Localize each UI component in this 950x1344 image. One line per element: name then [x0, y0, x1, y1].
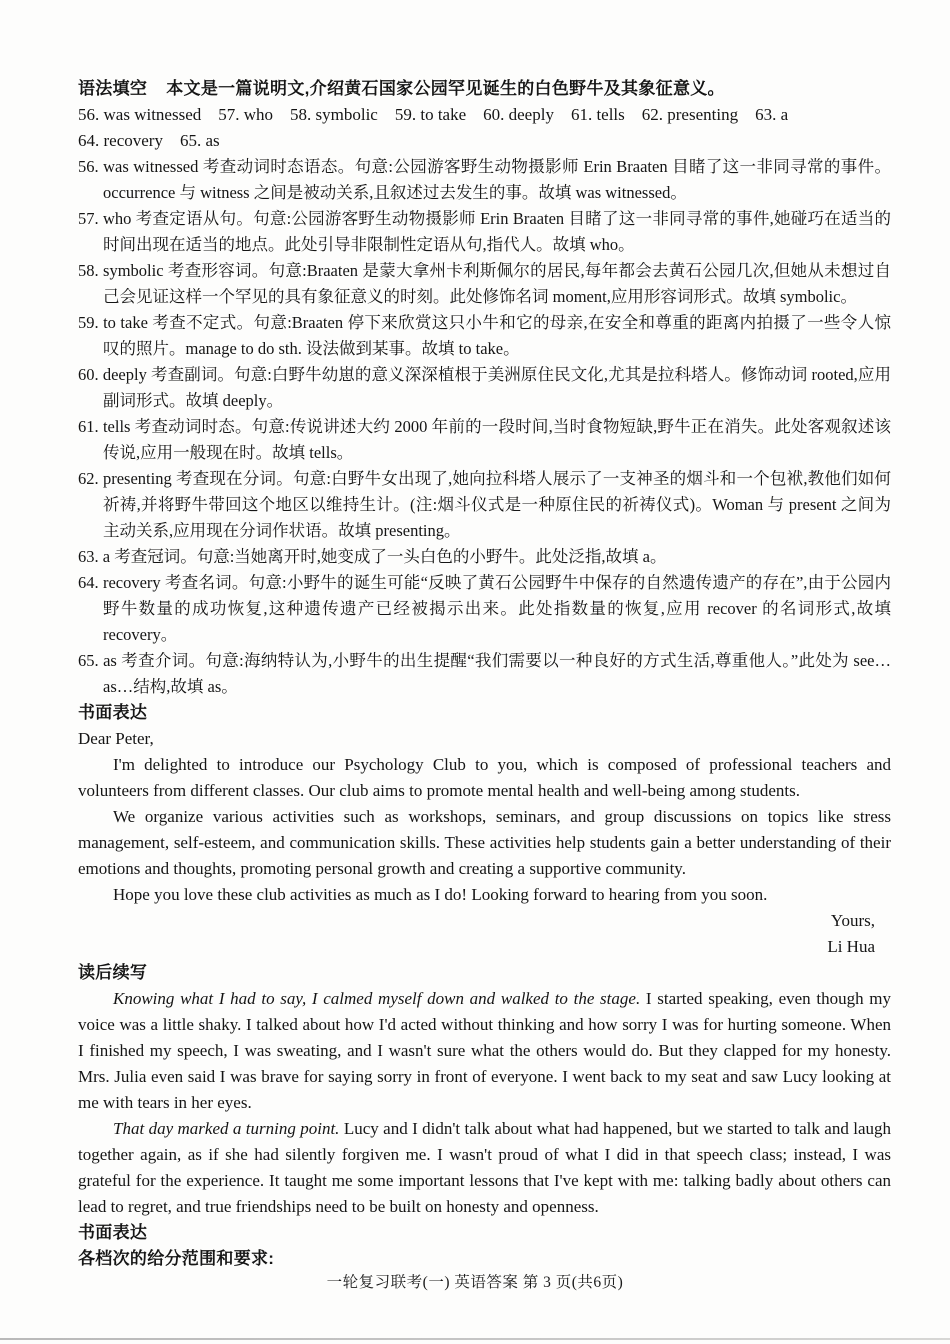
- grammar-answers-line-2: 64. recovery 65. as: [78, 131, 220, 150]
- letter-section-heading: 书面表达: [78, 703, 148, 722]
- page-content: [78, 76, 891, 1272]
- letter-paragraph-2: We organize various activities such as workshops, seminars, and group discussions on topics like stress management, self-esteem, and communication skills. These activities help students gain a better understanding of their emotions and thoughts, promoting personal growth and creating a supportive community.: [78, 807, 891, 878]
- grammar-item-58: 58. symbolic 考查形容词。句意:Braaten 是蒙大拿州卡利斯佩尔的居民,每年都会去黄石公园几次,但她从未想过自己会见证这样一个罕见的具有象征意义的时刻。此处修饰名词 moment,应用形容词形式。故填 symbolic。: [78, 261, 891, 306]
- letter-closing: Yours,: [830, 911, 875, 930]
- continuation-paragraph-2: [78, 1116, 891, 1220]
- rubric-subheading: 各档次的给分范围和要求:: [78, 1249, 275, 1268]
- grammar-heading: 语法填空: [78, 79, 148, 98]
- grammar-item-62: 62. presenting 考查现在分词。句意:白野牛女出现了,她向拉科塔人展示了一支神圣的烟斗和一个包袱,教他们如何祈祷,并将野牛带回这个地区以维持生计。(注:烟斗仪式是一种原住民的祈祷仪式)。Woman 与 present 之间为主动关系,应用现在分词作状语。故填 presenting。: [78, 469, 891, 540]
- page-footer: 一轮复习联考(一) 英语答案 第 3 页(共6页): [326, 1274, 624, 1291]
- rubric-section-heading: 书面表达: [78, 1223, 148, 1242]
- grammar-item-65: 65. as 考查介词。句意:海纳特认为,小野牛的出生提醒“我们需要以一种良好的方式生活,尊重他人。”此处为 see… as…结构,故填 as。: [78, 651, 891, 696]
- continuation-body-2: Lucy and I didn't talk about what had happened, but we started to talk and laugh together again, as if she had silently forgiven me. I wasn't proud of what I did in that speech class; instead, I was grateful for the experience. It taught me some important lessons that I've kept with me: talking badly about others can lead to regret, and true friendships need to be built on honesty and openness.: [78, 1119, 891, 1216]
- grammar-item-63: 63. a 考查冠词。句意:当她离开时,她变成了一头白色的小野牛。此处泛指,故填 a。: [78, 547, 667, 566]
- continuation-body-1: I started speaking, even though my voice was a little shaky. I talked about how I'd acted without thinking and how sorry I was for hurting someone. When I finished my speech, I was sweating, and I wasn't sure what the others would do. But they clapped for my honesty. Mrs. Julia even said I was brave for saying sorry in front of everyone. I went back to my seat and saw Lucy looking at me with tears in her eyes.: [78, 989, 891, 1112]
- grammar-answers-line-1: 56. was witnessed 57. who 58. symbolic 59. to take 60. deeply 61. tells 62. presenting 63. a: [78, 105, 789, 124]
- continuation-lead-sentence-2: That day marked a turning point.: [113, 1119, 340, 1138]
- continuation-paragraph-1: [78, 986, 891, 1116]
- letter-paragraph-1: I'm delighted to introduce our Psychology Club to you, which is composed of professional teachers and volunteers from different classes. Our club aims to promote mental health and well-being among students.: [78, 755, 891, 800]
- continuation-section-heading: 读后续写: [78, 963, 148, 982]
- grammar-section-title: [78, 76, 891, 102]
- grammar-item-60: 60. deeply 考查副词。句意:白野牛幼崽的意义深深植根于美洲原住民文化,尤其是拉科塔人。修饰动词 rooted,应用副词形式。故填 deeply。: [78, 365, 891, 410]
- grammar-item-59: 59. to take 考查不定式。句意:Braaten 停下来欣赏这只小牛和它的母亲,在安全和尊重的距离内拍摄了一些令人惊叹的照片。manage to do sth. 设法做到某事。故填 to take。: [78, 313, 891, 358]
- continuation-lead-sentence-1: Knowing what I had to say, I calmed myself down and walked to the stage.: [113, 989, 641, 1008]
- letter-salutation: Dear Peter,: [78, 729, 154, 748]
- grammar-item-61: 61. tells 考查动词时态。句意:传说讲述大约 2000 年前的一段时间,当时食物短缺,野牛正在消失。此处客观叙述该传说,应用一般现在时。故填 tells。: [78, 417, 891, 462]
- grammar-item-57: 57. who 考查定语从句。句意:公园游客野生动物摄影师 Erin Braaten 目睹了这一非同寻常的事件,她碰巧在适当的时间出现在适当的地点。此处引导非限制性定语从句,指代人。故填 who。: [78, 209, 891, 254]
- grammar-item-56: 56. was witnessed 考查动词时态语态。句意:公园游客野生动物摄影师 Erin Braaten 目睹了这一非同寻常的事件。occurrence 与 witness 之间是被动关系,且叙述过去发生的事。故填 was witnessed。: [78, 157, 891, 202]
- grammar-item-64: 64. recovery 考查名词。句意:小野牛的诞生可能“反映了黄石公园野牛中保存的自然遗传遗产的存在”,由于公园内野牛数量的成功恢复,这种遗传遗产已经被揭示出来。此处指数量的恢复,应用 recover 的名词形式,故填 recovery。: [78, 573, 891, 644]
- grammar-intro: 本文是一篇说明文,介绍黄石国家公园罕见诞生的白色野牛及其象征意义。: [166, 79, 725, 98]
- letter-paragraph-3: Hope you love these club activities as much as I do! Looking forward to hearing from you soon.: [113, 885, 768, 904]
- scan-bottom-edge: [0, 1338, 950, 1340]
- letter-signature: Li Hua: [827, 937, 875, 956]
